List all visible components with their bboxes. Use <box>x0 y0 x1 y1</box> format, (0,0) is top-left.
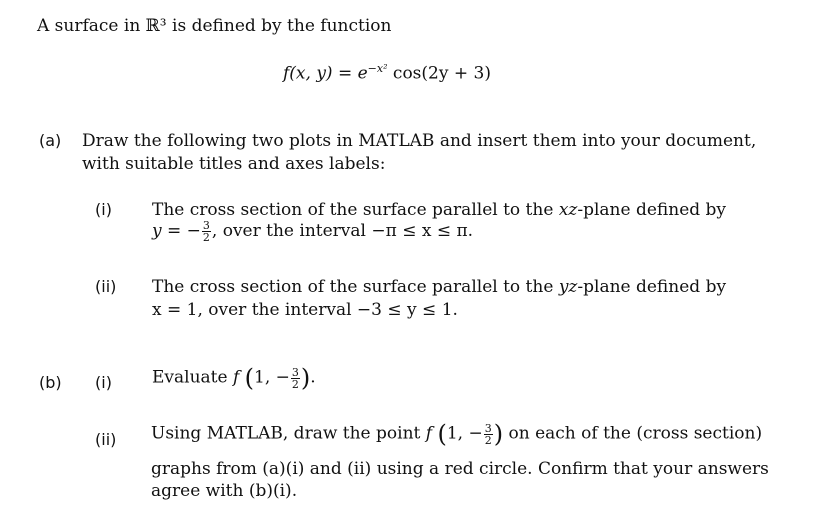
part-a-line2: with suitable titles and axes labels: <box>82 154 386 174</box>
part-a-i-line1-post: -plane defined by <box>577 200 727 220</box>
fraction: $\frac{3}{2}$ <box>202 219 210 244</box>
part-a-ii-line1-post: -plane defined by <box>577 277 727 297</box>
function-exponent: −x² <box>367 62 388 75</box>
part-b-ii-label: (ii) <box>95 430 117 449</box>
part-b-i-func: f <box>232 367 240 388</box>
fraction: $\frac{3}{2}$ <box>291 365 299 391</box>
function-lhs: f(x, y) = e <box>283 63 368 84</box>
fraction: $\frac{3}{2}$ <box>484 421 492 447</box>
part-a-i-line2-post: , over the interval −π ≤ x ≤ π. <box>211 221 474 241</box>
part-b-ii-line2: graphs from (a)(i) and (ii) using a red circle. Confirm that your answers <box>151 459 769 479</box>
intro-text: A surface in ℝ³ is defined by the function <box>37 16 392 36</box>
part-b-ii-line1: Using MATLAB, draw the point f (1, − $\frac{3}{2}$ ) on each of the (cross section) <box>151 420 763 448</box>
part-a-ii-line2: x = 1, over the interval −3 ≤ y ≤ 1. <box>152 300 458 320</box>
part-a-ii-plane: yz <box>558 277 578 297</box>
part-a-i-line2 <box>152 220 473 243</box>
part-a-i-plane: xz <box>558 200 578 220</box>
part-b-ii-func: f <box>425 423 433 444</box>
part-b-i-pre: Evaluate <box>152 367 233 388</box>
part-a-i-line2-pre: y = − <box>152 221 201 241</box>
part-a-ii-label: (ii) <box>95 277 117 296</box>
part-a-i-label: (i) <box>95 200 112 219</box>
part-b-i-label: (i) <box>95 373 112 392</box>
part-b-ii-line3: agree with (b)(i). <box>151 481 298 501</box>
part-a-i-line1-pre: The cross section of the surface parallel to the <box>152 200 559 220</box>
part-a-ii-line1 <box>152 277 726 297</box>
part-b-label: (b) <box>39 373 62 392</box>
part-a-label: (a) <box>39 131 62 150</box>
part-a-line1: Draw the following two plots in MATLAB and insert them into your document, <box>82 131 757 151</box>
part-a-ii-line1-pre: The cross section of the surface parallel to the <box>152 277 559 297</box>
function-rhs: cos(2y + 3) <box>387 63 491 84</box>
part-a-i-line1 <box>152 200 726 220</box>
function-definition <box>283 62 491 84</box>
part-b-i-text: Evaluate f (1, − $\frac{3}{2}$ ). <box>152 364 316 392</box>
